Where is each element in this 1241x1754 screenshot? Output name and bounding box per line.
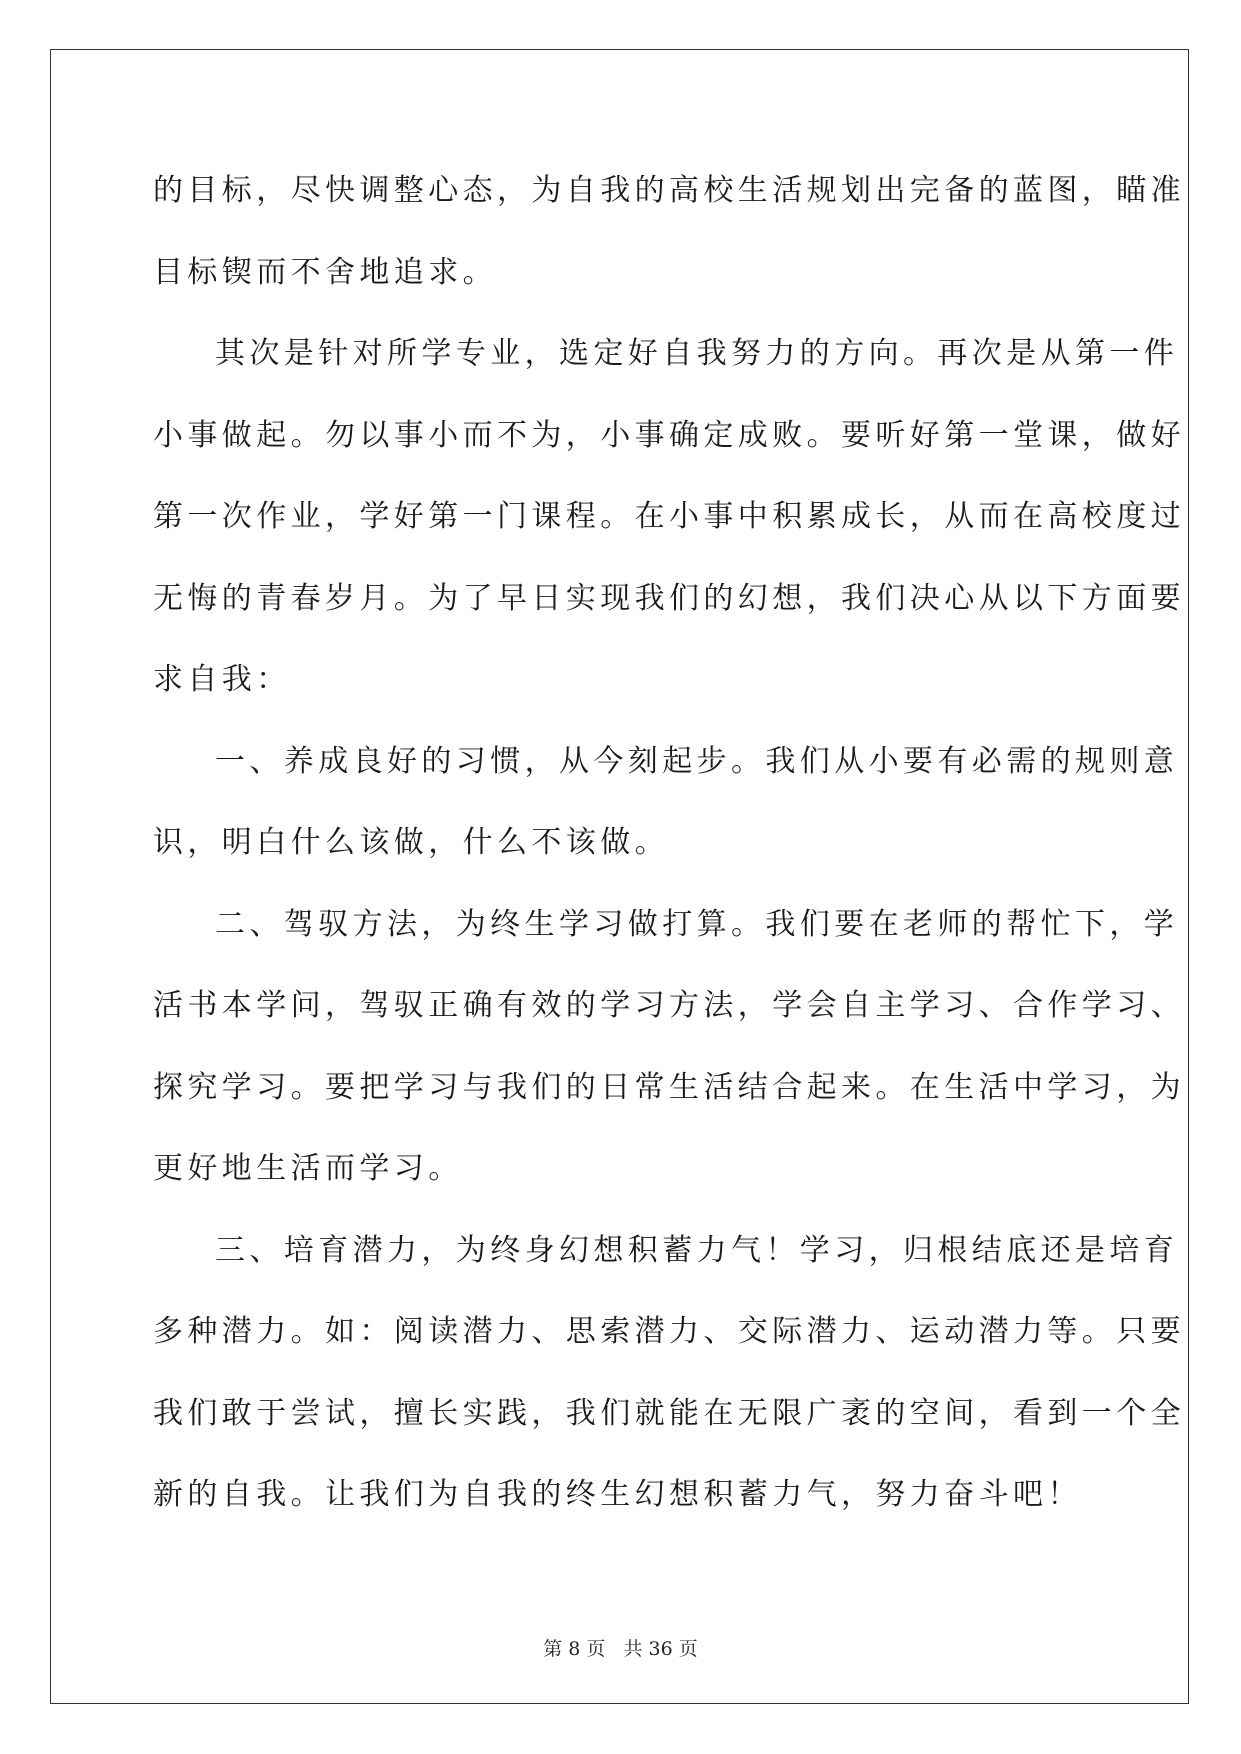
text-line: 无悔的青春岁月。为了早日实现我们的幻想，我们决心从以下方面要	[153, 580, 1185, 616]
paragraph-first-line: 三、培育潜力，为终身幻想积蓄力气！学习，归根结底还是培育	[215, 1232, 1179, 1268]
text-line: 更好地生活而学习。	[153, 1151, 463, 1186]
text-line: 小事做起。勿以事小而不为，小事确定成败。要听好第一堂课，做好	[153, 417, 1185, 453]
text-line: 多种潜力。如：阅读潜力、思索潜力、交际潜力、运动潜力等。只要	[153, 1314, 1185, 1349]
text-line: 识，明白什么该做，什么不该做。	[153, 825, 669, 860]
text-line: 我们敢于尝试，擅长实践，我们就能在无限广袤的空间，看到一个全	[153, 1395, 1185, 1431]
text-line: 求自我：	[153, 662, 291, 697]
text-line: 新的自我。让我们为自我的终生幻想积蓄力气，努力奋斗吧！	[153, 1477, 1082, 1512]
text-line: 活书本学问，驾驭正确有效的学习方法，学会自主学习、合作学习、	[153, 988, 1185, 1023]
document-body	[153, 162, 1185, 1548]
page-number-footer: 第 8 页 共 36 页	[543, 1638, 698, 1660]
paragraph-first-line: 二、驾驭方法，为终生学习做打算。我们要在老师的帮忙下，学	[215, 906, 1179, 942]
paragraph-first-line: 一、养成良好的习惯，从今刻起步。我们从小要有必需的规则意	[215, 743, 1179, 779]
text-line: 目标锲而不舍地追求。	[153, 254, 497, 290]
text-line: 第一次作业，学好第一门课程。在小事中积累成长，从而在高校度过	[153, 499, 1185, 534]
text-line: 的目标，尽快调整心态，为自我的高校生活规划出完备的蓝图，瞄准	[153, 173, 1185, 208]
text-line: 探究学习。要把学习与我们的日常生活结合起来。在生活中学习，为	[153, 1069, 1185, 1105]
paragraph-first-line: 其次是针对所学专业，选定好自我努力的方向。再次是从第一件	[215, 336, 1179, 371]
